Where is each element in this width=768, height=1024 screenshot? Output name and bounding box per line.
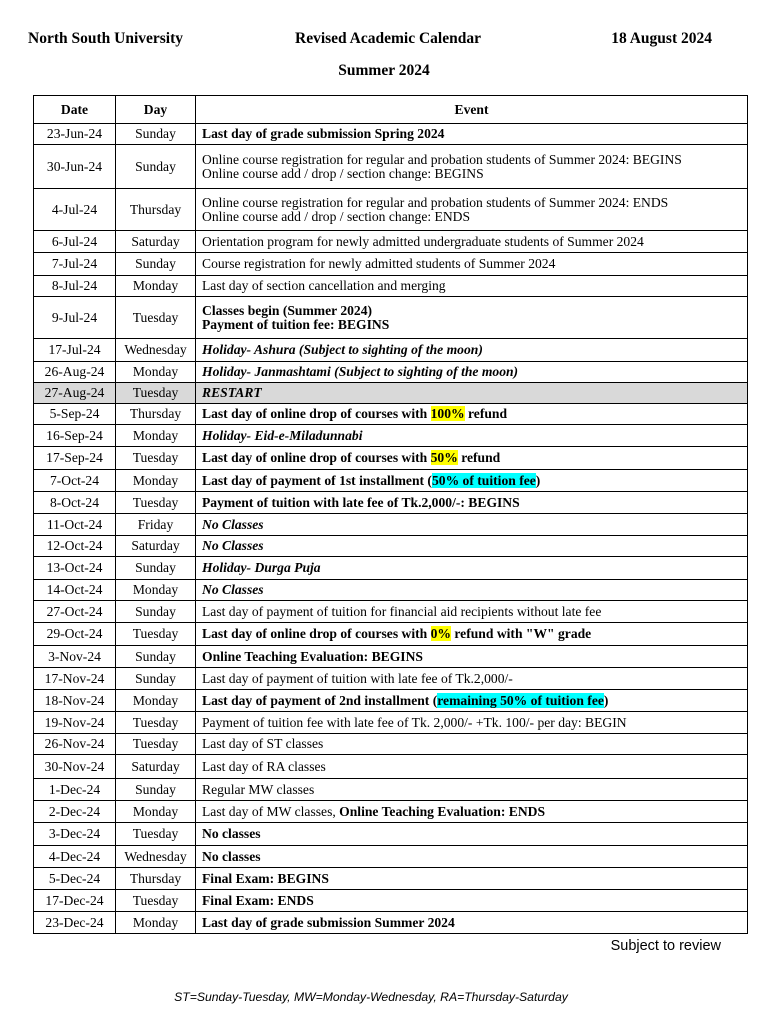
event-text: Online Teaching Evaluation: BEGINS — [202, 648, 423, 664]
highlighted-text: 50% of tuition fee — [431, 472, 536, 488]
table-row — [34, 383, 748, 404]
row-date: 30-Nov-24 — [34, 755, 116, 779]
event-text: Last day of online drop of courses with — [202, 406, 431, 421]
row-event — [196, 145, 748, 189]
event-text: Orientation program for newly admitted undergraduate students of Summer 2024 — [202, 233, 644, 249]
row-date: 4-Dec-24 — [34, 846, 116, 868]
event-text: Holiday- Durga Puja — [202, 560, 321, 575]
row-day: Wednesday — [116, 846, 196, 868]
event-line — [202, 407, 741, 421]
table-row — [34, 253, 748, 276]
row-event — [196, 580, 748, 601]
table-row — [34, 668, 748, 690]
event-text: Regular MW classes — [202, 781, 315, 797]
row-day: Sunday — [116, 145, 196, 189]
revision-date: 18 August 2024 — [611, 30, 712, 47]
row-day: Tuesday — [116, 297, 196, 339]
event-text: Course registration for newly admitted students of Summer 2024 — [202, 256, 556, 271]
row-date: 8-Jul-24 — [34, 276, 116, 297]
event-line — [202, 672, 741, 686]
row-day: Monday — [116, 470, 196, 492]
row-event — [196, 470, 748, 492]
table-row — [34, 276, 748, 297]
table-row — [34, 779, 748, 801]
row-date: 2-Dec-24 — [34, 801, 116, 823]
event-text: ) — [603, 692, 609, 708]
event-line — [202, 365, 741, 379]
event-text: ) — [535, 472, 541, 488]
table-row — [34, 712, 748, 734]
event-line — [202, 561, 741, 575]
row-event — [196, 447, 748, 470]
abbreviation-legend: ST=Sunday-Tuesday, MW=Monday-Wednesday, RA=Thursday-Saturday — [174, 990, 568, 1004]
table-row — [34, 362, 748, 383]
event-line — [202, 827, 741, 841]
table-row — [34, 124, 748, 145]
university-name: North South University — [28, 30, 184, 47]
event-text: Last day of grade submission Summer 2024 — [202, 914, 455, 930]
event-text: No Classes — [202, 516, 264, 532]
event-text: Payment of tuition fee with late fee of Tk. 2,000/- +Tk. 100/- per day: BEGIN — [202, 714, 627, 730]
row-day: Monday — [116, 801, 196, 823]
highlighted-text: 50% — [430, 450, 458, 465]
table-header-row — [34, 96, 748, 124]
row-event — [196, 404, 748, 425]
event-text: RESTART — [202, 385, 262, 400]
row-day: Monday — [116, 425, 196, 447]
row-day: Tuesday — [116, 823, 196, 846]
row-day: Monday — [116, 580, 196, 601]
event-text: Last day of online drop of courses with — [202, 450, 431, 465]
row-day: Tuesday — [116, 447, 196, 470]
row-date: 23-Jun-24 — [34, 124, 116, 145]
row-day: Tuesday — [116, 890, 196, 912]
event-line — [202, 257, 741, 271]
column-header-event: Event — [196, 96, 748, 124]
row-date: 3-Dec-24 — [34, 823, 116, 846]
event-line — [202, 805, 741, 819]
row-day: Friday — [116, 514, 196, 536]
row-event — [196, 425, 748, 447]
event-line — [202, 894, 741, 908]
row-day: Monday — [116, 276, 196, 297]
row-day: Saturday — [116, 536, 196, 557]
row-event — [196, 383, 748, 404]
event-line — [202, 451, 741, 465]
row-date: 27-Aug-24 — [34, 383, 116, 404]
column-header-date: Date — [34, 96, 116, 124]
table-row — [34, 339, 748, 362]
event-text: Online Teaching Evaluation: ENDS — [339, 803, 546, 819]
row-event — [196, 755, 748, 779]
event-text: Payment of tuition with late fee of Tk.2,000/-: BEGINS — [202, 494, 520, 510]
event-line — [202, 783, 741, 797]
row-date: 4-Jul-24 — [34, 189, 116, 231]
event-line — [202, 583, 741, 597]
row-date: 26-Aug-24 — [34, 362, 116, 383]
row-day: Thursday — [116, 189, 196, 231]
event-line — [202, 539, 741, 553]
event-line — [202, 153, 741, 167]
row-event — [196, 690, 748, 712]
table-row — [34, 145, 748, 189]
row-date: 23-Dec-24 — [34, 912, 116, 934]
event-text: refund — [457, 450, 501, 465]
table-row — [34, 492, 748, 514]
event-text: refund — [464, 406, 508, 421]
subject-to-review-note: Subject to review — [610, 938, 721, 954]
table-row — [34, 890, 748, 912]
row-day: Saturday — [116, 231, 196, 253]
row-event — [196, 668, 748, 690]
event-text: No Classes — [202, 538, 264, 553]
event-text: Online course registration for regular and probation students of Summer 2024: BEGINS — [202, 151, 682, 167]
event-line — [202, 210, 741, 224]
row-event — [196, 253, 748, 276]
row-date: 29-Oct-24 — [34, 623, 116, 646]
highlighted-text: 100% — [430, 406, 465, 421]
row-day: Tuesday — [116, 383, 196, 404]
event-line — [202, 627, 741, 641]
row-day: Monday — [116, 912, 196, 934]
row-day: Tuesday — [116, 712, 196, 734]
table-row — [34, 846, 748, 868]
row-date: 9-Jul-24 — [34, 297, 116, 339]
row-event — [196, 846, 748, 868]
row-date: 7-Oct-24 — [34, 470, 116, 492]
row-day: Tuesday — [116, 623, 196, 646]
event-line — [202, 737, 741, 751]
event-line — [202, 916, 741, 930]
table-row — [34, 801, 748, 823]
row-date: 17-Jul-24 — [34, 339, 116, 362]
row-event — [196, 734, 748, 755]
event-line — [202, 304, 741, 318]
table-row — [34, 823, 748, 846]
table-row — [34, 912, 748, 934]
row-date: 7-Jul-24 — [34, 253, 116, 276]
row-event — [196, 601, 748, 623]
table-row — [34, 470, 748, 492]
event-text: Last day of online drop of courses with — [202, 626, 431, 641]
event-text: Last day of payment of 1st installment ( — [202, 472, 432, 488]
event-text: Classes begin (Summer 2024) — [202, 302, 373, 318]
row-event — [196, 339, 748, 362]
event-text: Last day of grade submission Spring 2024 — [202, 126, 445, 141]
event-line — [202, 235, 741, 249]
event-line — [202, 429, 741, 443]
row-day: Thursday — [116, 404, 196, 425]
row-date: 17-Sep-24 — [34, 447, 116, 470]
event-text: Holiday- Janmashtami (Subject to sighting of the moon) — [202, 364, 519, 379]
table-row — [34, 514, 748, 536]
table-row — [34, 447, 748, 470]
row-date: 11-Oct-24 — [34, 514, 116, 536]
table-row — [34, 734, 748, 755]
row-event — [196, 362, 748, 383]
event-line — [202, 496, 741, 510]
row-date: 16-Sep-24 — [34, 425, 116, 447]
row-day: Monday — [116, 362, 196, 383]
event-text: Last day of MW classes, — [202, 803, 340, 819]
row-date: 6-Jul-24 — [34, 231, 116, 253]
document-title: Revised Academic Calendar — [295, 30, 481, 47]
row-event — [196, 189, 748, 231]
event-text: Final Exam: ENDS — [202, 892, 314, 908]
row-day: Sunday — [116, 601, 196, 623]
row-date: 5-Dec-24 — [34, 868, 116, 890]
table-row — [34, 623, 748, 646]
event-line — [202, 127, 741, 141]
row-date: 14-Oct-24 — [34, 580, 116, 601]
event-text: Online course add / drop / section change: BEGINS — [202, 165, 484, 181]
event-text: refund with "W" grade — [451, 626, 592, 641]
row-event — [196, 536, 748, 557]
event-line — [202, 196, 741, 210]
row-day: Monday — [116, 690, 196, 712]
event-text: Final Exam: BEGINS — [202, 870, 329, 886]
table-row — [34, 189, 748, 231]
table-row — [34, 231, 748, 253]
table-row — [34, 580, 748, 601]
event-line — [202, 872, 741, 886]
event-text: Payment of tuition fee: BEGINS — [202, 316, 390, 332]
table-row — [34, 425, 748, 447]
event-text: Last day of ST classes — [202, 736, 324, 751]
table-row — [34, 601, 748, 623]
row-day: Sunday — [116, 779, 196, 801]
row-date: 17-Dec-24 — [34, 890, 116, 912]
row-date: 17-Nov-24 — [34, 668, 116, 690]
table-row — [34, 536, 748, 557]
column-header-day: Day — [116, 96, 196, 124]
table-row — [34, 690, 748, 712]
row-date: 1-Dec-24 — [34, 779, 116, 801]
highlighted-text: remaining 50% of tuition fee — [437, 692, 604, 708]
table-row — [34, 557, 748, 580]
event-text: Online course add / drop / section change: ENDS — [202, 208, 471, 224]
event-text: Online course registration for regular and probation students of Summer 2024: ENDS — [202, 194, 669, 210]
row-day: Sunday — [116, 646, 196, 668]
row-date: 13-Oct-24 — [34, 557, 116, 580]
event-line — [202, 694, 741, 708]
row-day: Wednesday — [116, 339, 196, 362]
row-day: Tuesday — [116, 492, 196, 514]
row-event — [196, 801, 748, 823]
event-line — [202, 167, 741, 181]
event-text: No classes — [202, 848, 261, 864]
row-date: 8-Oct-24 — [34, 492, 116, 514]
event-text: Last day of section cancellation and merging — [202, 278, 446, 293]
table-row — [34, 755, 748, 779]
row-date: 19-Nov-24 — [34, 712, 116, 734]
event-text: Last day of payment of 2nd installment ( — [202, 692, 438, 708]
row-event — [196, 297, 748, 339]
event-line — [202, 650, 741, 664]
row-date: 5-Sep-24 — [34, 404, 116, 425]
row-date: 3-Nov-24 — [34, 646, 116, 668]
row-event — [196, 646, 748, 668]
row-event — [196, 912, 748, 934]
event-line — [202, 760, 741, 774]
row-event — [196, 124, 748, 145]
event-text: No Classes — [202, 582, 264, 597]
row-event — [196, 823, 748, 846]
event-text: Holiday- Ashura (Subject to sighting of the moon) — [202, 342, 483, 357]
table-row — [34, 404, 748, 425]
row-day: Sunday — [116, 124, 196, 145]
event-line — [202, 605, 741, 619]
row-event — [196, 492, 748, 514]
row-event — [196, 779, 748, 801]
event-text: No classes — [202, 826, 261, 841]
row-event — [196, 712, 748, 734]
row-event — [196, 557, 748, 580]
row-date: 27-Oct-24 — [34, 601, 116, 623]
table-row — [34, 297, 748, 339]
term-title: Summer 2024 — [338, 62, 430, 79]
academic-calendar-table — [33, 95, 748, 934]
row-date: 30-Jun-24 — [34, 145, 116, 189]
event-line — [202, 343, 741, 357]
event-line — [202, 850, 741, 864]
row-date: 26-Nov-24 — [34, 734, 116, 755]
event-text: Last day of payment of tuition with late fee of Tk.2,000/- — [202, 670, 513, 686]
calendar-rows — [34, 124, 748, 934]
row-event — [196, 623, 748, 646]
event-text: Holiday- Eid-e-Miladunnabi — [202, 427, 363, 443]
event-line — [202, 386, 741, 400]
event-line — [202, 279, 741, 293]
event-text: Last day of RA classes — [202, 758, 326, 774]
row-day: Sunday — [116, 253, 196, 276]
row-event — [196, 276, 748, 297]
row-event — [196, 868, 748, 890]
event-line — [202, 716, 741, 730]
highlighted-text: 0% — [430, 626, 451, 641]
row-day: Tuesday — [116, 734, 196, 755]
event-line — [202, 518, 741, 532]
row-event — [196, 514, 748, 536]
event-line — [202, 474, 741, 488]
document-header — [0, 30, 768, 50]
row-event — [196, 231, 748, 253]
event-line — [202, 318, 741, 332]
row-day: Sunday — [116, 668, 196, 690]
row-date: 12-Oct-24 — [34, 536, 116, 557]
event-text: Last day of payment of tuition for financial aid recipients without late fee — [202, 603, 602, 619]
row-day: Saturday — [116, 755, 196, 779]
table-row — [34, 868, 748, 890]
row-day: Thursday — [116, 868, 196, 890]
table-row — [34, 646, 748, 668]
row-date: 18-Nov-24 — [34, 690, 116, 712]
row-day: Sunday — [116, 557, 196, 580]
row-event — [196, 890, 748, 912]
